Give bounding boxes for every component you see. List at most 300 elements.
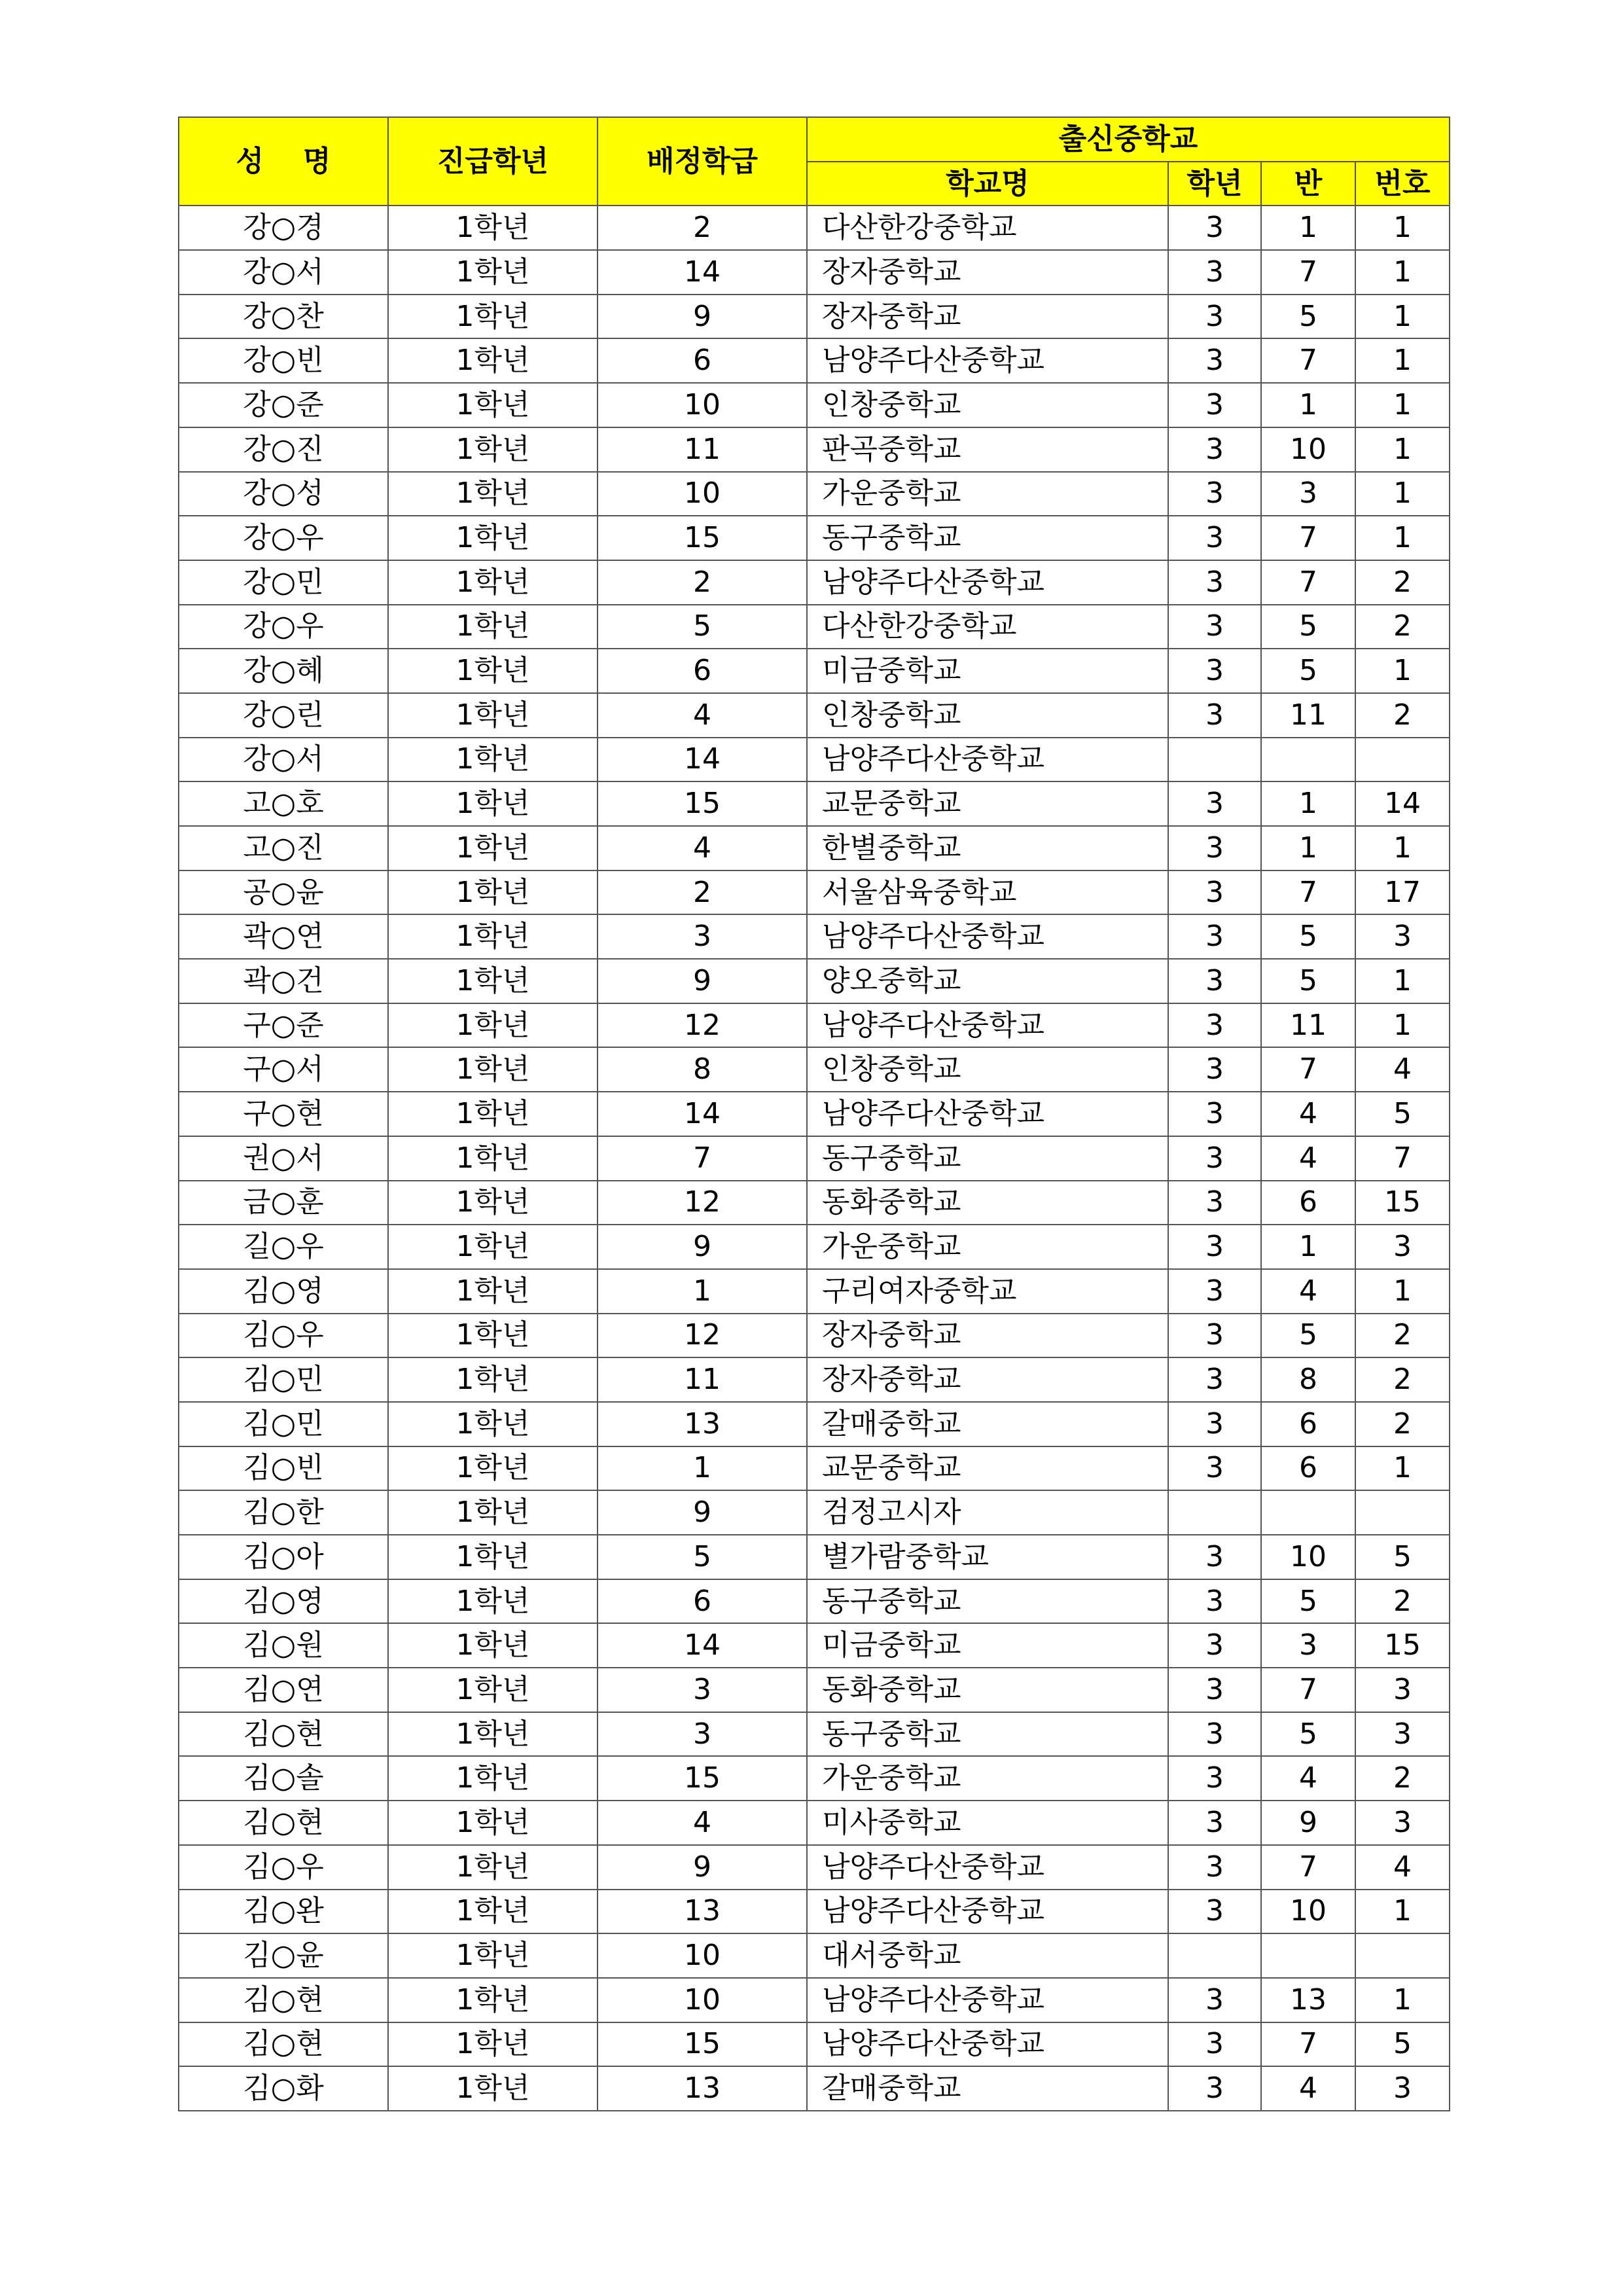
student-name-cell: 김○우 — [179, 1845, 388, 1890]
prev-class-cell: 4 — [1261, 1092, 1355, 1136]
table-row — [179, 1668, 1450, 1712]
promoted-grade-cell: 1학년 — [388, 649, 597, 693]
prev-year-cell: 3 — [1168, 2022, 1261, 2067]
student-name-cell: 김○민 — [179, 1402, 388, 1446]
promoted-grade-cell: 1학년 — [388, 516, 597, 560]
student-name-cell: 공○윤 — [179, 870, 388, 915]
table-row — [179, 1712, 1450, 1757]
promoted-grade-cell: 1학년 — [388, 1314, 597, 1358]
prev-class-cell: 10 — [1261, 427, 1355, 472]
prev-class-cell: 5 — [1261, 605, 1355, 649]
student-name-cell: 김○현 — [179, 1978, 388, 2022]
assigned-class-cell: 4 — [597, 826, 807, 870]
table-row — [179, 1490, 1450, 1535]
prev-class-cell: 4 — [1261, 1136, 1355, 1181]
prev-year-cell: 3 — [1168, 1402, 1261, 1446]
student-name-cell: 권○서 — [179, 1136, 388, 1181]
student-name-cell: 금○훈 — [179, 1181, 388, 1225]
assigned-class-cell: 9 — [597, 1225, 807, 1269]
school-name-cell: 갈매중학교 — [807, 1402, 1168, 1446]
assigned-class-cell: 15 — [597, 1756, 807, 1801]
assigned-class-cell: 15 — [597, 781, 807, 826]
prev-year-cell: 3 — [1168, 1357, 1261, 1402]
assigned-class-cell: 9 — [597, 1845, 807, 1890]
table-row — [179, 295, 1450, 339]
promoted-grade-cell: 1학년 — [388, 1092, 597, 1136]
prev-number-cell: 3 — [1355, 1668, 1450, 1712]
promoted-grade-cell: 1학년 — [388, 1490, 597, 1535]
school-name-cell: 남양주다산중학교 — [807, 338, 1168, 383]
assigned-class-cell: 6 — [597, 649, 807, 693]
prev-number-cell: 5 — [1355, 2022, 1450, 2067]
prev-class-cell: 11 — [1261, 693, 1355, 738]
prev-year-cell: 3 — [1168, 870, 1261, 915]
prev-number-cell: 1 — [1355, 250, 1450, 295]
table-row — [179, 1978, 1450, 2022]
student-name-cell: 구○현 — [179, 1092, 388, 1136]
prev-number-cell: 1 — [1355, 295, 1450, 339]
school-name-cell: 남양주다산중학교 — [807, 2022, 1168, 2067]
assigned-class-cell: 1 — [597, 1446, 807, 1491]
assigned-class-cell: 3 — [597, 1668, 807, 1712]
promoted-grade-cell: 1학년 — [388, 605, 597, 649]
assigned-class-cell: 4 — [597, 1801, 807, 1845]
student-name-cell: 강○서 — [179, 738, 388, 782]
prev-class-cell: 5 — [1261, 295, 1355, 339]
prev-number-cell: 1 — [1355, 338, 1450, 383]
prev-year-cell: 3 — [1168, 1092, 1261, 1136]
school-name-cell: 인창중학교 — [807, 1047, 1168, 1092]
school-name-cell: 남양주다산중학교 — [807, 738, 1168, 782]
assigned-class-cell: 9 — [597, 295, 807, 339]
student-name-cell: 구○준 — [179, 1003, 388, 1048]
school-name-cell: 인창중학교 — [807, 383, 1168, 427]
prev-year-cell: 3 — [1168, 649, 1261, 693]
table-row — [179, 693, 1450, 738]
promoted-grade-cell: 1학년 — [388, 2022, 597, 2067]
student-name-cell: 김○화 — [179, 2066, 388, 2111]
prev-year-cell: 3 — [1168, 1712, 1261, 1757]
student-name-cell: 강○준 — [179, 383, 388, 427]
prev-year-cell: 3 — [1168, 1579, 1261, 1624]
prev-class-cell: 10 — [1261, 1535, 1355, 1579]
school-name-cell: 동구중학교 — [807, 516, 1168, 560]
header-previous-middle-school: 출신중학교 — [807, 117, 1450, 162]
school-name-cell: 교문중학교 — [807, 1446, 1168, 1491]
prev-class-cell: 5 — [1261, 649, 1355, 693]
prev-class-cell: 1 — [1261, 826, 1355, 870]
table-header — [179, 117, 1450, 206]
prev-class-cell: 7 — [1261, 516, 1355, 560]
prev-number-cell — [1355, 738, 1450, 782]
table-row — [179, 2066, 1450, 2111]
prev-number-cell: 1 — [1355, 959, 1450, 1003]
promoted-grade-cell: 1학년 — [388, 338, 597, 383]
student-name-cell: 김○영 — [179, 1579, 388, 1624]
table-row — [179, 2022, 1450, 2067]
header-name: 성명 — [179, 117, 388, 206]
prev-number-cell: 3 — [1355, 914, 1450, 959]
student-name-cell: 강○찬 — [179, 295, 388, 339]
promoted-grade-cell: 1학년 — [388, 250, 597, 295]
prev-year-cell: 3 — [1168, 1535, 1261, 1579]
promoted-grade-cell: 1학년 — [388, 1933, 597, 1978]
prev-number-cell: 1 — [1355, 826, 1450, 870]
promoted-grade-cell: 1학년 — [388, 781, 597, 826]
header-promoted-grade: 진급학년 — [388, 117, 597, 206]
table-row — [179, 1623, 1450, 1668]
prev-class-cell: 10 — [1261, 1890, 1355, 1934]
prev-number-cell: 1 — [1355, 649, 1450, 693]
promoted-grade-cell: 1학년 — [388, 427, 597, 472]
promoted-grade-cell: 1학년 — [388, 1446, 597, 1491]
student-name-cell: 김○현 — [179, 1801, 388, 1845]
school-name-cell: 가운중학교 — [807, 1225, 1168, 1269]
prev-class-cell — [1261, 1490, 1355, 1535]
prev-class-cell: 5 — [1261, 1314, 1355, 1358]
student-name-cell: 강○혜 — [179, 649, 388, 693]
promoted-grade-cell: 1학년 — [388, 1756, 597, 1801]
assigned-class-cell: 8 — [597, 1047, 807, 1092]
prev-year-cell: 3 — [1168, 250, 1261, 295]
prev-class-cell: 7 — [1261, 1845, 1355, 1890]
assigned-class-cell: 15 — [597, 2022, 807, 2067]
student-name-cell: 김○아 — [179, 1535, 388, 1579]
prev-class-cell: 1 — [1261, 383, 1355, 427]
table-row — [179, 781, 1450, 826]
prev-class-cell: 4 — [1261, 1756, 1355, 1801]
promoted-grade-cell: 1학년 — [388, 1890, 597, 1934]
student-name-cell: 강○성 — [179, 472, 388, 516]
prev-number-cell: 3 — [1355, 1712, 1450, 1757]
school-name-cell: 남양주다산중학교 — [807, 1845, 1168, 1890]
prev-year-cell: 3 — [1168, 959, 1261, 1003]
promoted-grade-cell: 1학년 — [388, 1845, 597, 1890]
prev-year-cell: 3 — [1168, 1136, 1261, 1181]
promoted-grade-cell: 1학년 — [388, 1269, 597, 1314]
promoted-grade-cell: 1학년 — [388, 1801, 597, 1845]
table-row — [179, 1314, 1450, 1358]
table-row — [179, 1003, 1450, 1048]
assigned-class-cell: 13 — [597, 1890, 807, 1934]
prev-number-cell: 2 — [1355, 1402, 1450, 1446]
prev-number-cell: 2 — [1355, 1314, 1450, 1358]
prev-class-cell: 11 — [1261, 1003, 1355, 1048]
table-row — [179, 338, 1450, 383]
assigned-class-cell: 15 — [597, 516, 807, 560]
student-name-cell: 김○솔 — [179, 1756, 388, 1801]
student-name-cell: 강○서 — [179, 250, 388, 295]
prev-year-cell: 3 — [1168, 781, 1261, 826]
assigned-class-cell: 13 — [597, 2066, 807, 2111]
table-row — [179, 870, 1450, 915]
prev-year-cell: 3 — [1168, 1978, 1261, 2022]
prev-class-cell: 5 — [1261, 1712, 1355, 1757]
prev-class-cell: 8 — [1261, 1357, 1355, 1402]
school-name-cell: 미금중학교 — [807, 649, 1168, 693]
promoted-grade-cell: 1학년 — [388, 1047, 597, 1092]
assigned-class-cell: 14 — [597, 250, 807, 295]
promoted-grade-cell: 1학년 — [388, 1225, 597, 1269]
prev-number-cell: 1 — [1355, 516, 1450, 560]
table-row — [179, 472, 1450, 516]
assigned-class-cell: 10 — [597, 1933, 807, 1978]
promoted-grade-cell: 1학년 — [388, 959, 597, 1003]
table-row — [179, 250, 1450, 295]
prev-class-cell: 1 — [1261, 206, 1355, 250]
prev-year-cell — [1168, 1490, 1261, 1535]
table-row — [179, 1225, 1450, 1269]
student-name-cell: 김○빈 — [179, 1446, 388, 1491]
promoted-grade-cell: 1학년 — [388, 1623, 597, 1668]
table-row — [179, 383, 1450, 427]
student-name-cell: 구○서 — [179, 1047, 388, 1092]
prev-class-cell: 4 — [1261, 2066, 1355, 2111]
assigned-class-cell: 10 — [597, 383, 807, 427]
student-name-cell: 강○린 — [179, 693, 388, 738]
table-row — [179, 649, 1450, 693]
promoted-grade-cell: 1학년 — [388, 1668, 597, 1712]
prev-number-cell: 1 — [1355, 1446, 1450, 1491]
prev-class-cell: 5 — [1261, 914, 1355, 959]
school-name-cell: 다산한강중학교 — [807, 605, 1168, 649]
table-row — [179, 1933, 1450, 1978]
school-name-cell: 장자중학교 — [807, 1314, 1168, 1358]
promoted-grade-cell: 1학년 — [388, 914, 597, 959]
school-name-cell: 남양주다산중학교 — [807, 560, 1168, 605]
school-name-cell: 서울삼육중학교 — [807, 870, 1168, 915]
assigned-class-cell: 9 — [597, 1490, 807, 1535]
student-name-cell: 김○영 — [179, 1269, 388, 1314]
prev-year-cell: 3 — [1168, 1269, 1261, 1314]
promoted-grade-cell: 1학년 — [388, 1136, 597, 1181]
prev-year-cell — [1168, 738, 1261, 782]
prev-number-cell: 4 — [1355, 1047, 1450, 1092]
prev-number-cell: 3 — [1355, 1225, 1450, 1269]
prev-year-cell: 3 — [1168, 1446, 1261, 1491]
table-row — [179, 1047, 1450, 1092]
promoted-grade-cell: 1학년 — [388, 1357, 597, 1402]
school-name-cell: 인창중학교 — [807, 693, 1168, 738]
prev-class-cell: 7 — [1261, 560, 1355, 605]
assigned-class-cell: 2 — [597, 560, 807, 605]
student-name-cell: 길○우 — [179, 1225, 388, 1269]
table-row — [179, 1801, 1450, 1845]
student-name-cell: 고○진 — [179, 826, 388, 870]
promoted-grade-cell: 1학년 — [388, 1003, 597, 1048]
prev-number-cell: 1 — [1355, 206, 1450, 250]
table-row — [179, 1357, 1450, 1402]
assigned-class-cell: 4 — [597, 693, 807, 738]
header-number: 번호 — [1355, 162, 1450, 206]
promoted-grade-cell: 1학년 — [388, 826, 597, 870]
header-assigned-class: 배정학급 — [597, 117, 807, 206]
table-row — [179, 1446, 1450, 1491]
prev-year-cell: 3 — [1168, 383, 1261, 427]
assigned-class-cell: 14 — [597, 1092, 807, 1136]
prev-number-cell: 15 — [1355, 1181, 1450, 1225]
prev-year-cell: 3 — [1168, 914, 1261, 959]
prev-number-cell — [1355, 1490, 1450, 1535]
promoted-grade-cell: 1학년 — [388, 870, 597, 915]
prev-year-cell: 3 — [1168, 560, 1261, 605]
school-name-cell: 남양주다산중학교 — [807, 1978, 1168, 2022]
prev-number-cell: 5 — [1355, 1092, 1450, 1136]
school-name-cell: 양오중학교 — [807, 959, 1168, 1003]
assigned-class-cell: 12 — [597, 1314, 807, 1358]
promoted-grade-cell: 1학년 — [388, 383, 597, 427]
prev-class-cell — [1261, 1933, 1355, 1978]
prev-year-cell: 3 — [1168, 338, 1261, 383]
prev-year-cell: 3 — [1168, 2066, 1261, 2111]
prev-class-cell: 7 — [1261, 250, 1355, 295]
student-name-cell: 강○빈 — [179, 338, 388, 383]
prev-class-cell: 3 — [1261, 1623, 1355, 1668]
prev-class-cell — [1261, 738, 1355, 782]
prev-number-cell: 3 — [1355, 1801, 1450, 1845]
school-name-cell: 대서중학교 — [807, 1933, 1168, 1978]
student-name-cell: 강○민 — [179, 560, 388, 605]
table-row — [179, 826, 1450, 870]
prev-class-cell: 7 — [1261, 1047, 1355, 1092]
table-row — [179, 738, 1450, 782]
prev-class-cell: 7 — [1261, 2022, 1355, 2067]
school-name-cell: 장자중학교 — [807, 1357, 1168, 1402]
prev-year-cell: 3 — [1168, 605, 1261, 649]
school-name-cell: 동화중학교 — [807, 1181, 1168, 1225]
prev-class-cell: 7 — [1261, 1668, 1355, 1712]
table-row — [179, 1890, 1450, 1934]
prev-year-cell: 3 — [1168, 295, 1261, 339]
assigned-class-cell: 2 — [597, 870, 807, 915]
prev-year-cell — [1168, 1933, 1261, 1978]
assigned-class-cell: 5 — [597, 605, 807, 649]
prev-class-cell: 6 — [1261, 1402, 1355, 1446]
prev-number-cell: 2 — [1355, 1579, 1450, 1624]
assigned-class-cell: 7 — [597, 1136, 807, 1181]
assigned-class-cell: 12 — [597, 1181, 807, 1225]
table-row — [179, 1136, 1450, 1181]
prev-number-cell — [1355, 1933, 1450, 1978]
prev-year-cell: 3 — [1168, 1756, 1261, 1801]
school-name-cell: 동구중학교 — [807, 1136, 1168, 1181]
table-body — [179, 206, 1450, 2111]
school-name-cell: 남양주다산중학교 — [807, 1890, 1168, 1934]
prev-class-cell: 4 — [1261, 1269, 1355, 1314]
student-name-cell: 강○진 — [179, 427, 388, 472]
prev-class-cell: 1 — [1261, 781, 1355, 826]
promoted-grade-cell: 1학년 — [388, 1579, 597, 1624]
prev-year-cell: 3 — [1168, 1668, 1261, 1712]
prev-number-cell: 5 — [1355, 1535, 1450, 1579]
prev-number-cell: 2 — [1355, 605, 1450, 649]
student-name-cell: 김○우 — [179, 1314, 388, 1358]
promoted-grade-cell: 1학년 — [388, 2066, 597, 2111]
table-row — [179, 206, 1450, 250]
prev-year-cell: 3 — [1168, 1047, 1261, 1092]
student-name-cell: 김○완 — [179, 1890, 388, 1934]
student-name-cell: 곽○건 — [179, 959, 388, 1003]
school-name-cell: 남양주다산중학교 — [807, 1003, 1168, 1048]
prev-year-cell: 3 — [1168, 693, 1261, 738]
student-name-cell: 김○현 — [179, 2022, 388, 2067]
assigned-class-cell: 13 — [597, 1402, 807, 1446]
prev-year-cell: 3 — [1168, 1225, 1261, 1269]
table-row — [179, 1269, 1450, 1314]
prev-year-cell: 3 — [1168, 826, 1261, 870]
school-name-cell: 장자중학교 — [807, 295, 1168, 339]
table-row — [179, 1756, 1450, 1801]
student-name-cell: 김○민 — [179, 1357, 388, 1402]
school-name-cell: 갈매중학교 — [807, 2066, 1168, 2111]
school-name-cell: 미금중학교 — [807, 1623, 1168, 1668]
prev-class-cell: 1 — [1261, 1225, 1355, 1269]
student-name-cell: 김○한 — [179, 1490, 388, 1535]
prev-class-cell: 13 — [1261, 1978, 1355, 2022]
table-row — [179, 516, 1450, 560]
assigned-class-cell: 3 — [597, 914, 807, 959]
assigned-class-cell: 6 — [597, 1579, 807, 1624]
prev-number-cell: 14 — [1355, 781, 1450, 826]
table-row — [179, 1092, 1450, 1136]
prev-year-cell: 3 — [1168, 1003, 1261, 1048]
assigned-class-cell: 3 — [597, 1712, 807, 1757]
student-name-cell: 강○우 — [179, 605, 388, 649]
class-assignment-table — [178, 117, 1450, 2111]
table-row — [179, 560, 1450, 605]
prev-year-cell: 3 — [1168, 472, 1261, 516]
assigned-class-cell: 14 — [597, 1623, 807, 1668]
school-name-cell: 한별중학교 — [807, 826, 1168, 870]
table-row — [179, 914, 1450, 959]
prev-year-cell: 3 — [1168, 516, 1261, 560]
school-name-cell: 교문중학교 — [807, 781, 1168, 826]
school-name-cell: 장자중학교 — [807, 250, 1168, 295]
promoted-grade-cell: 1학년 — [388, 1535, 597, 1579]
prev-class-cell: 3 — [1261, 472, 1355, 516]
header-row-top — [179, 117, 1450, 162]
prev-number-cell: 1 — [1355, 427, 1450, 472]
prev-number-cell: 15 — [1355, 1623, 1450, 1668]
school-name-cell: 남양주다산중학교 — [807, 1092, 1168, 1136]
prev-year-cell: 3 — [1168, 1623, 1261, 1668]
prev-year-cell: 3 — [1168, 427, 1261, 472]
prev-year-cell: 3 — [1168, 1314, 1261, 1358]
prev-year-cell: 3 — [1168, 1801, 1261, 1845]
table-row — [179, 1845, 1450, 1890]
promoted-grade-cell: 1학년 — [388, 1978, 597, 2022]
assigned-class-cell: 5 — [597, 1535, 807, 1579]
school-name-cell: 판곡중학교 — [807, 427, 1168, 472]
student-name-cell: 김○원 — [179, 1623, 388, 1668]
student-name-cell: 김○윤 — [179, 1933, 388, 1978]
prev-number-cell: 1 — [1355, 1269, 1450, 1314]
school-name-cell: 동구중학교 — [807, 1712, 1168, 1757]
table-row — [179, 1535, 1450, 1579]
promoted-grade-cell: 1학년 — [388, 206, 597, 250]
assigned-class-cell: 2 — [597, 206, 807, 250]
school-name-cell: 동구중학교 — [807, 1579, 1168, 1624]
school-name-cell: 동화중학교 — [807, 1668, 1168, 1712]
prev-number-cell: 4 — [1355, 1845, 1450, 1890]
school-name-cell: 미사중학교 — [807, 1801, 1168, 1845]
assigned-class-cell: 10 — [597, 1978, 807, 2022]
school-name-cell: 가운중학교 — [807, 1756, 1168, 1801]
assigned-class-cell: 1 — [597, 1269, 807, 1314]
prev-class-cell: 7 — [1261, 870, 1355, 915]
header-school-name: 학교명 — [807, 162, 1168, 206]
header-class-no: 반 — [1261, 162, 1355, 206]
